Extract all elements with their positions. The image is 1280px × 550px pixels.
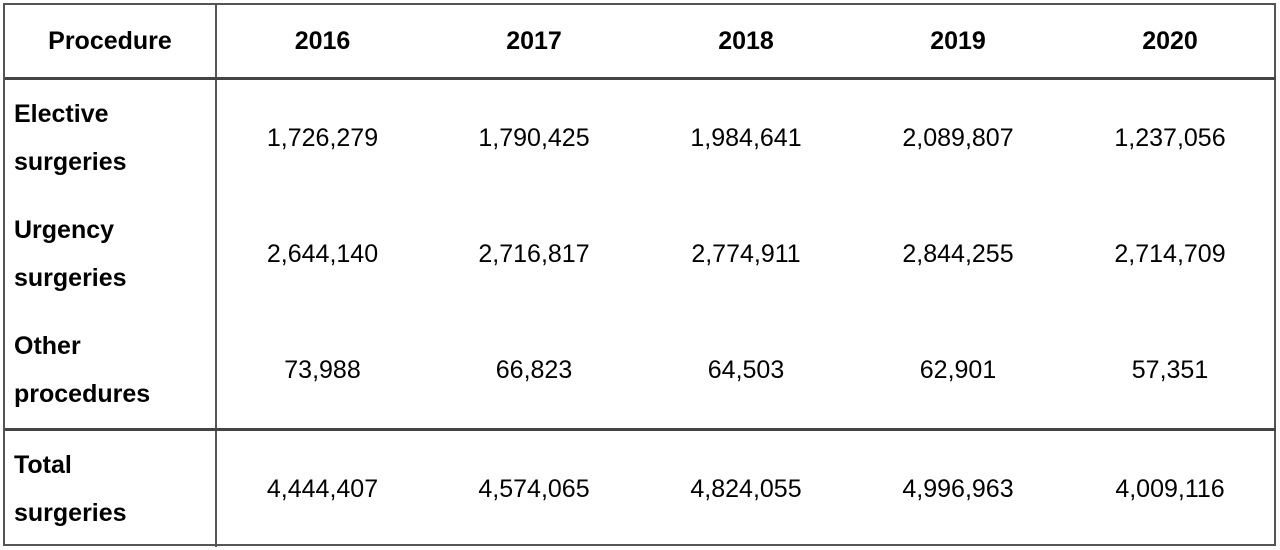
cell-value: 73,988 [284,356,361,384]
cell-value: 1,790,425 [478,124,590,152]
cell-value: 2,716,817 [478,240,590,268]
row-label-line: procedures [14,380,151,408]
header-2018: 2018 [640,5,852,79]
cell-value: 66,823 [495,356,573,384]
row-label [5,79,216,197]
row-label-line: Total [14,451,72,479]
cell-value: 4,444,407 [216,430,428,548]
cell-value: 1,726,279 [266,124,379,152]
cell-value: 2,714,709 [1114,240,1226,268]
table-row-other-procedures [5,312,1276,430]
row-label [5,430,216,548]
cell-value: 4,574,065 [428,430,640,548]
cell-value: 4,009,116 [1064,430,1276,548]
cell-value: 1,237,056 [1114,124,1226,152]
header-row [5,5,1276,79]
cell-value: 64,503 [707,356,785,384]
surgeries-data-table [5,5,1276,547]
row-label-line: Other [14,332,81,360]
row-label-line: surgeries [14,148,127,176]
cell-value: 2,774,911 [691,240,801,268]
header-2017: 2017 [428,5,640,79]
cell-value: 2,644,140 [266,240,379,268]
cell-value: 2,089,807 [902,124,1014,152]
row-label-line: Elective [14,100,109,128]
row-label-line: Urgency [14,216,115,244]
table-row-total-surgeries [5,430,1276,548]
cell-value: 4,824,055 [640,430,852,548]
row-label-line: surgeries [14,264,127,292]
cell-value: 62,901 [919,356,997,384]
header-procedure: Procedure [5,5,216,79]
cell-value: 57,351 [1131,356,1209,384]
cell-value: 4,996,963 [852,430,1064,548]
surgeries-table [3,3,1276,546]
table-row-urgency-surgeries [5,196,1276,312]
header-2020: 2020 [1064,5,1276,79]
header-2016: 2016 [216,5,428,79]
header-2019: 2019 [852,5,1064,79]
row-label [5,196,216,312]
table-row-elective-surgeries [5,79,1276,197]
row-label [5,312,216,430]
cell-value: 2,844,255 [902,240,1014,268]
row-label-line: surgeries [14,499,127,527]
cell-value: 1,984,641 [690,124,802,152]
